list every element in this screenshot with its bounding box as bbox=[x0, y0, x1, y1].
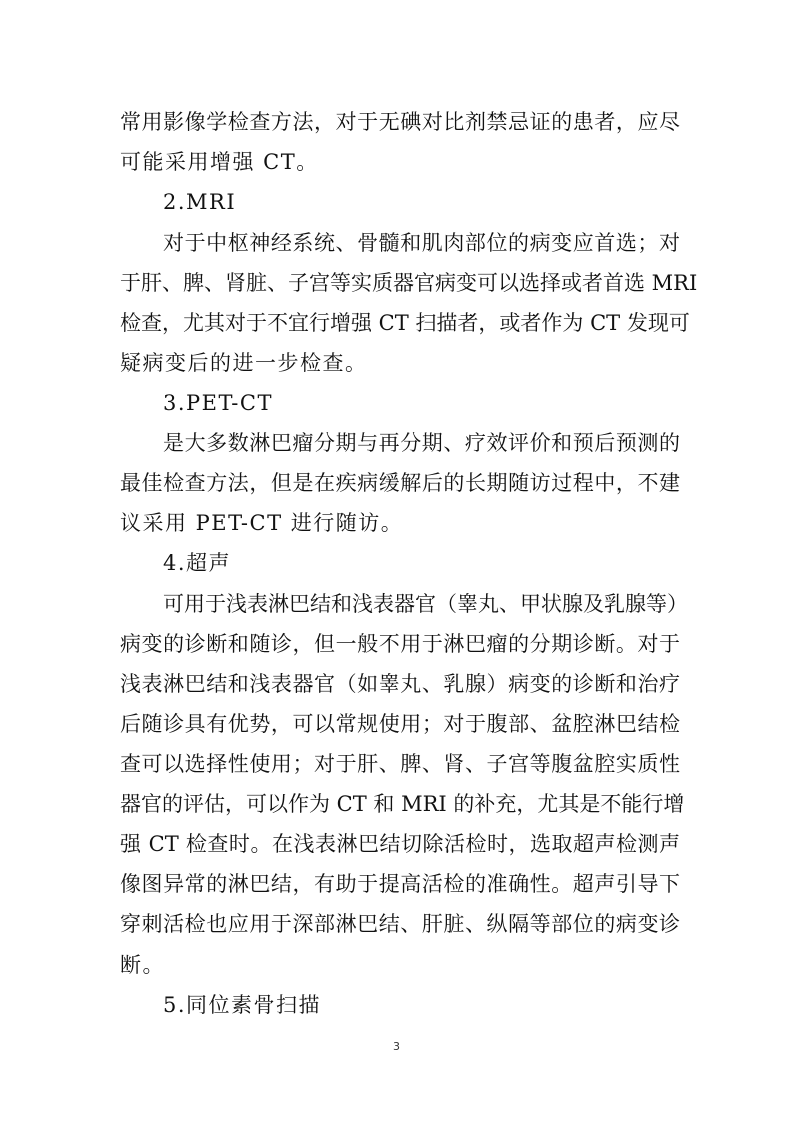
page-number: 3 bbox=[393, 1040, 400, 1053]
body-text-line: 于肝、脾、肾脏、子宫等实质器官病变可以选择或者首选 MRI bbox=[120, 271, 698, 295]
section-heading-ultrasound: 4.超声 bbox=[163, 551, 232, 575]
body-text-line: 穿刺活检也应用于深部淋巴结、肝脏、纵隔等部位的病变诊 bbox=[120, 912, 680, 936]
body-text-line: 常用影像学检查方法，对于无碘对比剂禁忌证的患者，应尽 bbox=[120, 110, 680, 134]
body-text-line: 查可以选择性使用；对于肝、脾、肾、子宫等腹盆腔实质性 bbox=[120, 752, 680, 776]
body-text-line: 最佳检查方法，但是在疾病缓解后的长期随访过程中，不建 bbox=[120, 471, 680, 495]
body-text-line: 议采用 PET-CT 进行随访。 bbox=[120, 511, 404, 535]
body-text-line: 后随诊具有优势，可以常规使用；对于腹部、盆腔淋巴结检 bbox=[120, 712, 680, 736]
body-text-line: 疑病变后的进一步检查。 bbox=[120, 351, 368, 375]
body-text-line: 强 CT 检查时。在浅表淋巴结切除活检时，选取超声检测声 bbox=[120, 832, 680, 856]
body-text-line: 像图异常的淋巴结，有助于提高活检的准确性。超声引导下 bbox=[120, 872, 680, 896]
body-text-line: 断。 bbox=[120, 953, 165, 977]
body-text-line: 检查，尤其对于不宜行增强 CT 扫描者，或者作为 CT 发现可 bbox=[120, 311, 690, 335]
body-text-line: 病变的诊断和随诊，但一般不用于淋巴瘤的分期诊断。对于 bbox=[120, 632, 680, 656]
body-text-line: 器官的评估，可以作为 CT 和 MRI 的补充，尤其是不能行增 bbox=[120, 792, 685, 816]
section-heading-mri: 2.MRI bbox=[163, 190, 237, 214]
body-text-line: 对于中枢神经系统、骨髓和肌肉部位的病变应首选；对 bbox=[163, 231, 680, 255]
body-text-line: 是大多数淋巴瘤分期与再分期、疗效评价和预后预测的 bbox=[163, 431, 680, 455]
section-heading-bone-scan: 5.同位素骨扫描 bbox=[163, 993, 322, 1017]
body-text-line: 浅表淋巴结和浅表器官（如睾丸、乳腺）病变的诊断和治疗 bbox=[120, 672, 680, 696]
body-text-line: 可用于浅表淋巴结和浅表器官（睾丸、甲状腺及乳腺等） bbox=[163, 592, 688, 616]
body-text-line: 可能采用增强 CT。 bbox=[120, 150, 319, 174]
section-heading-pet-ct: 3.PET-CT bbox=[163, 391, 273, 415]
